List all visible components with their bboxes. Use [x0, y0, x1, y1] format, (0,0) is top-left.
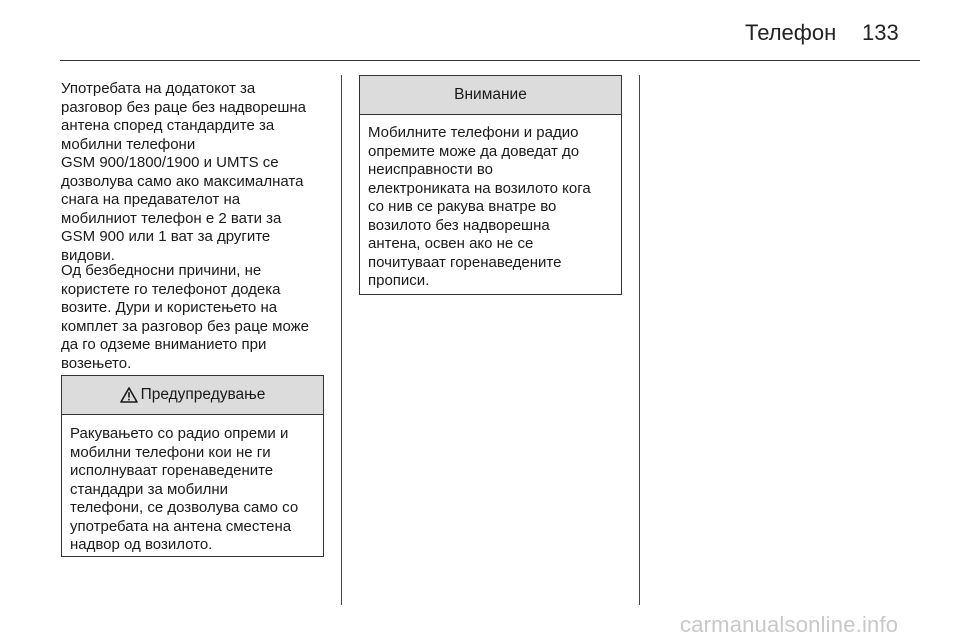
paragraph-antenna-usage: Употребата на додатокот за разговор без раце без надворешна антена според стандардите за мобилни телефони GSM 900/1800/1900 и UMTS се дозволува само ако максималната снага на предавателот на мобилниот телефон е 2 вати за GSM 900 или 1 ват за другите видови. [61, 80, 306, 264]
page-number: 133 [862, 20, 899, 45]
warning-box-title: Предупредување [140, 386, 266, 403]
warning-box-header [62, 376, 323, 415]
warning-box-body: Ракувањето со радио опреми и мобилни телефони кои не ги исполнуваат горенаведените стандадри за мобилни телефони, се дозволува само со употребата на антена сместена надвор од возилото. [70, 425, 299, 553]
caution-box-header [360, 76, 621, 115]
watermark-text: carmanualsonline.info [680, 612, 899, 637]
caution-box-title: Внимание [454, 86, 527, 103]
page-header-title: Телефон [745, 20, 837, 45]
warning-box [61, 375, 324, 557]
paragraph-driving-safety: Од безбедносни причини, не користете го телефонот додека возите. Дури и користењето на комплет за разговор без раце може да го одземе вниманието при возењето. [61, 262, 310, 372]
header-rule [60, 60, 920, 61]
warning-triangle-icon [120, 387, 138, 403]
column-divider-right [639, 75, 640, 605]
column-divider-left [341, 75, 342, 605]
caution-box-body: Мобилните телефони и радио опремите може да доведат до неисправности во електрониката на возилото кога со нив се ракува внатре во возилото без надворешна антена, освен ако не се почитуваат горенаведените прописи. [368, 124, 591, 289]
caution-box [359, 75, 622, 295]
